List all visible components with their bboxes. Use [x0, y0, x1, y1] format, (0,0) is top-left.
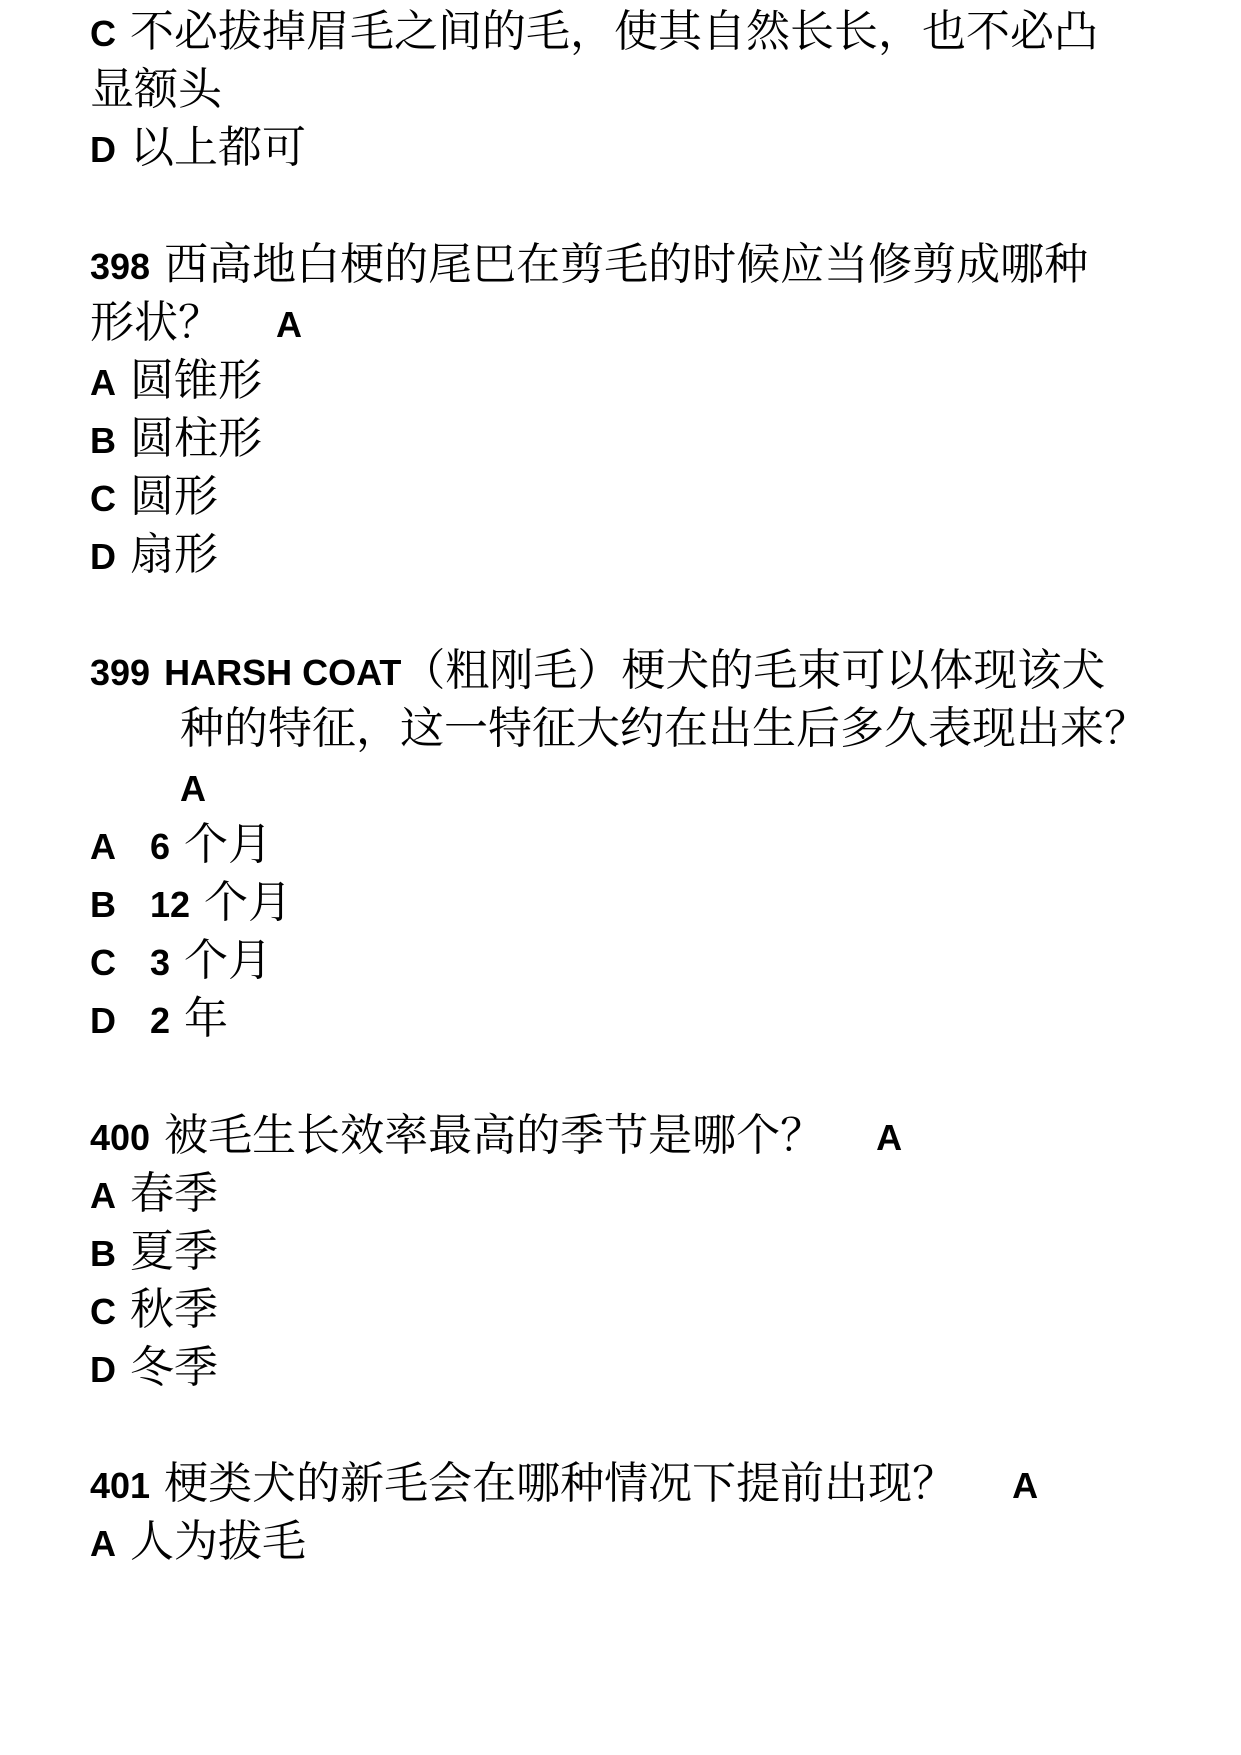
question-number: 401: [90, 1465, 151, 1506]
option-text: 夏季: [130, 1226, 218, 1277]
prev-option-c-continued: [90, 58, 222, 122]
option-letter: C: [90, 13, 116, 54]
option-text: 个月: [184, 819, 273, 870]
question-401-title: [90, 1452, 1038, 1516]
option-letter: C: [90, 1291, 116, 1332]
question-400-option-b: [90, 1220, 218, 1284]
question-399-option-a: [90, 813, 272, 877]
option-text: 冬季: [130, 1342, 218, 1393]
answer-key: A: [180, 768, 206, 809]
question-400-option-c: [90, 1278, 218, 1342]
question-text: （粗刚毛）梗犬的毛束可以体现该犬: [401, 645, 1106, 696]
option-text: 圆形: [130, 471, 218, 522]
question-398-option-b: [90, 407, 262, 471]
question-398-option-a: [90, 349, 262, 413]
option-number: 12: [150, 884, 191, 925]
question-399-option-c: [90, 929, 272, 993]
option-text: 圆锥形: [130, 355, 262, 406]
option-letter: A: [90, 362, 116, 403]
option-text: 显额头: [90, 64, 222, 115]
question-number: 400: [90, 1117, 151, 1158]
option-text: 秋季: [130, 1284, 218, 1335]
question-text: 形状？: [90, 297, 222, 348]
option-letter: C: [90, 942, 116, 983]
option-text: 个月: [204, 877, 293, 928]
question-400-title: [90, 1104, 902, 1168]
option-letter: A: [90, 826, 116, 867]
question-399-option-d: [90, 987, 228, 1051]
question-text: 种的特征，这一特征大约在出生后多久表现出来？: [180, 703, 1148, 754]
option-letter: B: [90, 420, 116, 461]
option-number: 3: [150, 942, 171, 983]
question-398-title-continued: [90, 291, 302, 355]
option-letter: C: [90, 478, 116, 519]
answer-key: A: [276, 304, 302, 345]
question-398-option-c: [90, 465, 218, 529]
option-letter: A: [90, 1175, 116, 1216]
prev-option-c: [90, 0, 1098, 64]
question-text: 梗类犬的新毛会在哪种情况下提前出现？: [164, 1458, 957, 1509]
option-text: 人为拔毛: [130, 1516, 306, 1567]
option-text: 圆柱形: [130, 413, 262, 464]
question-398-option-d: [90, 523, 218, 587]
question-number: 399: [90, 652, 151, 693]
answer-key: A: [1012, 1465, 1039, 1506]
question-399-answer-line: [180, 755, 206, 819]
prev-option-d: [90, 116, 306, 180]
option-letter: B: [90, 884, 116, 925]
question-399-title-continued: [180, 697, 1148, 761]
option-letter: D: [90, 536, 116, 577]
question-text: 被毛生长效率最高的季节是哪个？: [164, 1110, 825, 1161]
question-398-title: [90, 233, 1088, 297]
latin-term: HARSH COAT: [164, 652, 402, 693]
option-text: 以上都可: [130, 122, 306, 173]
option-letter: D: [90, 1000, 116, 1041]
option-letter: B: [90, 1233, 116, 1274]
question-399-title: [90, 639, 1105, 703]
option-letter: D: [90, 1349, 116, 1390]
question-399-option-b: [90, 871, 292, 935]
option-text: 不必拔掉眉毛之间的毛，使其自然长长，也不必凸: [130, 6, 1098, 57]
option-number: 6: [150, 826, 171, 867]
question-400-option-d: [90, 1336, 218, 1400]
option-letter: D: [90, 129, 116, 170]
answer-key: A: [876, 1117, 903, 1158]
option-number: 2: [150, 1000, 171, 1041]
question-401-option-a: [90, 1510, 306, 1574]
option-text: 年: [184, 993, 229, 1044]
option-letter: A: [90, 1523, 116, 1564]
option-text: 个月: [184, 935, 273, 986]
option-text: 春季: [130, 1168, 218, 1219]
question-number: 398: [90, 246, 151, 287]
question-text: 西高地白梗的尾巴在剪毛的时候应当修剪成哪种: [164, 239, 1089, 290]
question-400-option-a: [90, 1162, 218, 1226]
option-text: 扇形: [130, 529, 218, 580]
